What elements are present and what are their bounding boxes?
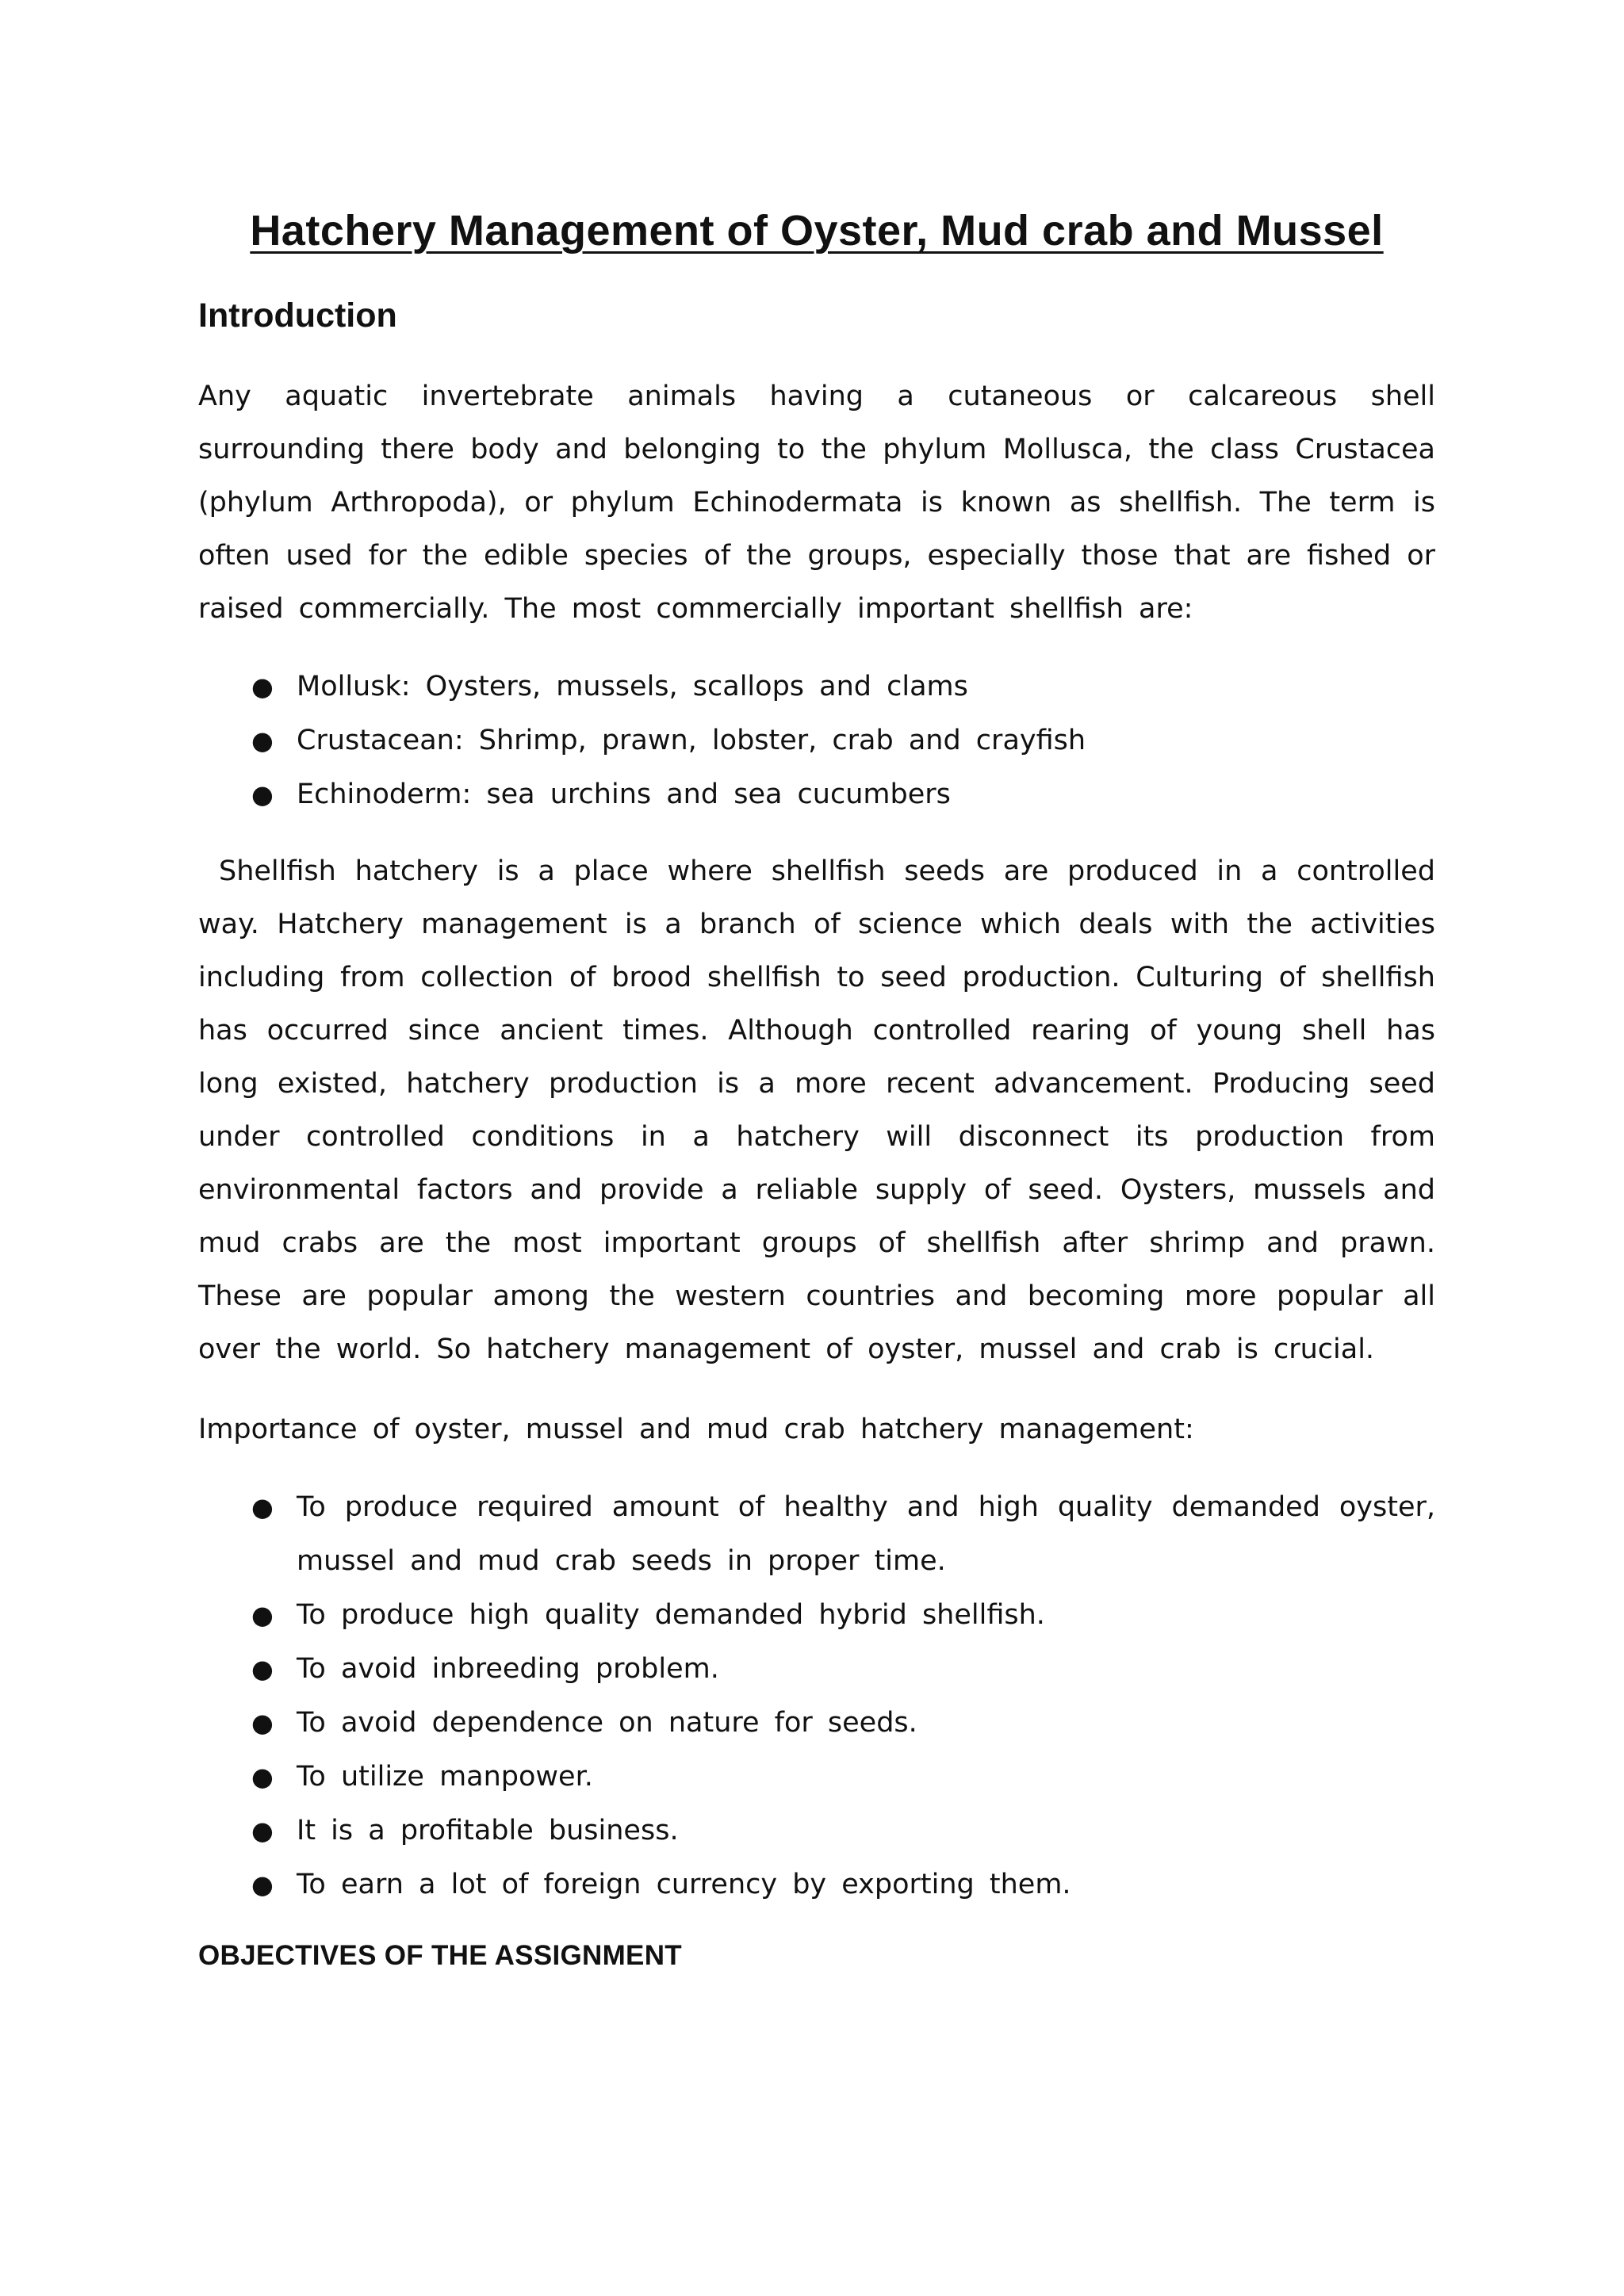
list-item <box>251 714 1435 767</box>
list-item-text: To produce high quality demanded hybrid shellfish. <box>297 1599 1045 1631</box>
list-item <box>251 660 1435 714</box>
list-item-text: To produce required amount of healthy and high quality demanded oyster, mussel and mud crab seeds in proper time. <box>297 1491 1435 1577</box>
list-item <box>251 1750 1435 1804</box>
list-item-text: To avoid dependence on nature for seeds. <box>297 1707 917 1739</box>
document-page <box>198 206 1435 1972</box>
objectives-heading: OBJECTIVES OF THE ASSIGNMENT <box>198 1940 682 1971</box>
bullet-icon: ● <box>251 1708 274 1738</box>
importance-list <box>198 1480 1435 1911</box>
list-item-text: To earn a lot of foreign currency by exporting them. <box>297 1869 1071 1900</box>
list-item-text: To avoid inbreeding problem. <box>297 1653 719 1685</box>
list-item <box>251 1696 1435 1750</box>
list-item <box>251 1480 1435 1588</box>
bullet-icon: ● <box>251 1762 274 1792</box>
bullet-icon: ● <box>251 1600 274 1630</box>
bullet-icon: ● <box>251 1816 274 1846</box>
list-item <box>251 1858 1435 1911</box>
list-item-text: Echinoderm: sea urchins and sea cucumbers <box>297 779 951 810</box>
bullet-icon: ● <box>251 1654 274 1684</box>
list-item-text: Crustacean: Shrimp, prawn, lobster, crab and crayfish <box>297 725 1086 756</box>
list-item-text: Mollusk: Oysters, mussels, scallops and clams <box>297 671 968 702</box>
list-item <box>251 1804 1435 1858</box>
list-item-text: To utilize manpower. <box>297 1761 593 1793</box>
bullet-icon: ● <box>251 725 274 756</box>
list-item <box>251 1642 1435 1696</box>
bullet-icon: ● <box>251 779 274 809</box>
introduction-paragraph: Any aquatic invertebrate animals having a cutaneous or calcareous shell surrounding there body and belonging to the phylum Mollusca, the class Crustacea (phylum Arthropoda), or phylum Echinodermata is known as shellfish. The term is often used for the edible species of the groups, especially those that are fished or raised commercially. The most commercially important shellfish are: <box>198 381 1435 625</box>
importance-heading: Importance of oyster, mussel and mud crab hatchery management: <box>198 1414 1194 1445</box>
document-title: Hatchery Management of Oyster, Mud crab and Mussel <box>250 207 1384 254</box>
bullet-icon: ● <box>251 1869 274 1900</box>
list-item <box>251 767 1435 821</box>
bullet-icon: ● <box>251 672 274 702</box>
bullet-icon: ● <box>251 1492 274 1522</box>
list-item <box>251 1588 1435 1642</box>
shellfish-list <box>198 660 1435 821</box>
hatchery-paragraph: Shellfish hatchery is a place where shellfish seeds are produced in a controlled way. Hatchery management is a branch of science which deals with the activities including from collection of brood shellfish to seed production. Culturing of shellfish has occurred since ancient times. Although controlled rearing of young shell has long existed, hatchery production is a more recent advancement. Producing seed under controlled conditions in a hatchery will disconnect its production from environmental factors and provide a reliable supply of seed. Oysters, mussels and mud crabs are the most important groups of shellfish after shrimp and prawn. These are popular among the western countries and becoming more popular all over the world. So hatchery management of oyster, mussel and crab is crucial. <box>198 855 1435 1365</box>
introduction-heading: Introduction <box>198 297 397 335</box>
list-item-text: It is a profitable business. <box>297 1815 679 1846</box>
